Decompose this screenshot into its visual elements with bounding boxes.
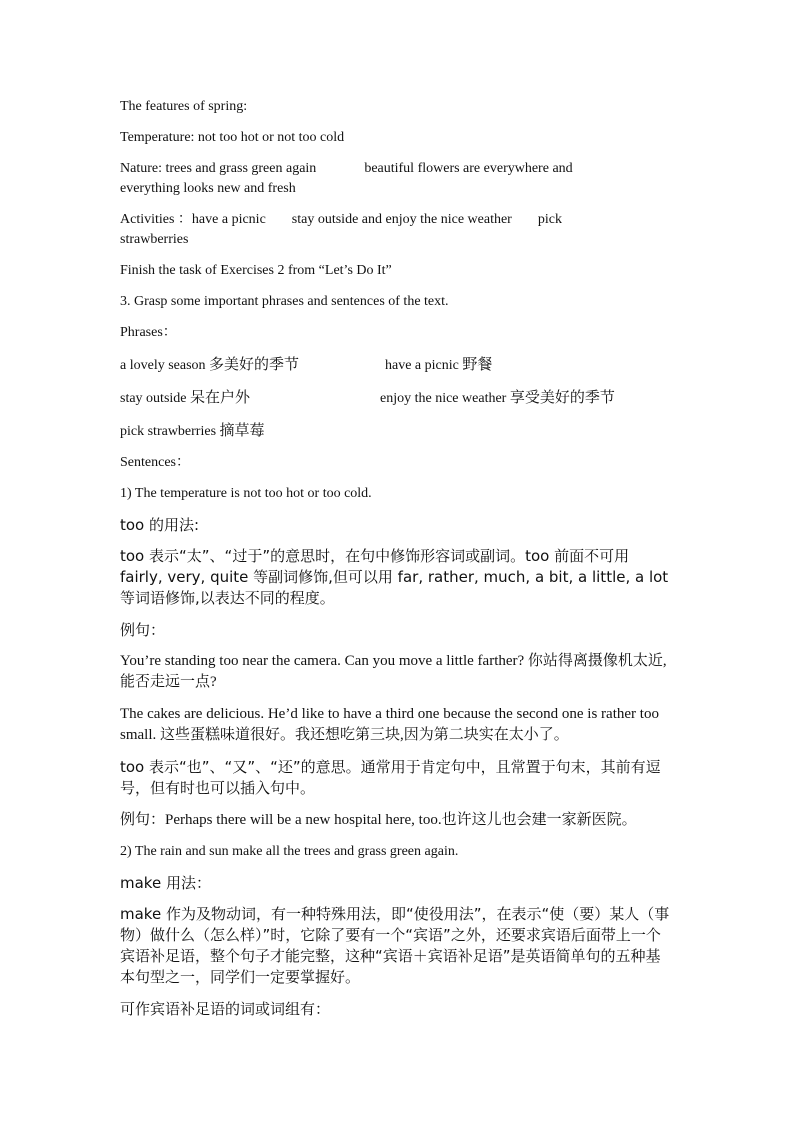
too-paragraph-1: too 表示“太”、“过于”的意思时，在句中修饰形容词或副词。too 前面不可用 fairly, very, quite 等副词修饰,但可以用 far, rather, much, a bit, a little, a lot 等词语修饰,以表达不同的程度。	[120, 547, 669, 607]
phrase3-cn: 呆在户外	[190, 388, 251, 406]
phrase-row-2	[120, 387, 674, 409]
grasp-line: 3. Grasp some important phrases and sentences of the text.	[120, 294, 449, 309]
activities-part-d: strawberries	[120, 232, 189, 247]
nature-line	[120, 159, 674, 199]
activities-part-b: stay outside and enjoy the nice weather	[291, 212, 512, 227]
phrase1-cn: 多美好的季节	[209, 355, 300, 373]
make-paragraph: make 作为及物动词，有一种特殊用法，即“使役用法”，在表示“使（要）某人（事物）做什么（怎么样）”时，它除了要有一个“宾语”之外，还要求宾语后面带上一个宾语补足语，整个句子才能完整，这种“宾语＋宾语补足语”是英语简单句的五种基本句型之一，同学们一定要掌握好。	[120, 905, 670, 986]
make-usage-heading: make 用法：	[120, 874, 211, 892]
phrase3-en: stay outside	[120, 391, 187, 406]
phrase-row-3	[120, 420, 674, 442]
temperature-line: Temperature: not too hot or not too cold	[120, 130, 345, 145]
activities-line	[120, 210, 674, 250]
activities-part-c: pick	[537, 212, 562, 227]
example-1: You’re standing too near the camera. Can you move a little farther? 你站得离摄像机太近,能否走远一点?	[120, 653, 667, 690]
nature-part-c: everything looks new and fresh	[120, 181, 296, 196]
nature-part-a: Nature: trees and grass green again	[120, 161, 317, 176]
phrase2-cn: 野餐	[462, 355, 493, 373]
features-title: The features of spring:	[120, 99, 248, 114]
too-paragraph-2: too 表示“也”、“又”、“还”的意思。通常用于肯定句中，且常置于句末，其前有逗号，但有时也可以插入句中。	[120, 758, 661, 797]
finish-line: Finish the task of Exercises 2 from “Let’s Do It”	[120, 263, 392, 278]
complement-words-line: 可作宾语补足语的词或词组有：	[120, 1000, 331, 1018]
phrase1-en: a lovely season	[120, 358, 206, 373]
activities-part-a: Activities ：have a picnic	[120, 212, 266, 227]
sentences-label: Sentences：	[120, 455, 190, 470]
example-3: 例句：Perhaps there will be a new hospital here, too.也许这儿也会建一家新医院。	[120, 812, 637, 828]
example-label: 例句：	[120, 621, 166, 639]
phrase2-en: have a picnic	[385, 358, 459, 373]
phrase4-cn: 享受美好的季节	[509, 388, 615, 406]
phrase5-cn: 摘草莓	[219, 421, 265, 439]
phrases-label: Phrases：	[120, 325, 177, 340]
sentence-2: 2) The rain and sun make all the trees and grass green again.	[120, 844, 459, 859]
sentence-1: 1) The temperature is not too hot or too cold.	[120, 486, 372, 501]
phrase5-en: pick strawberries	[120, 424, 217, 439]
too-usage-heading: too 的用法:	[120, 516, 200, 534]
nature-part-b: beautiful flowers are everywhere and	[364, 161, 573, 176]
phrase4-en: enjoy the nice weather	[380, 391, 507, 406]
phrase-row-1	[120, 354, 674, 376]
example-2: The cakes are delicious. He’d like to have a third one because the second one is rather too small. 这些蛋糕味道很好。我还想吃第三块,因为第二块实在太小了。	[120, 706, 659, 743]
